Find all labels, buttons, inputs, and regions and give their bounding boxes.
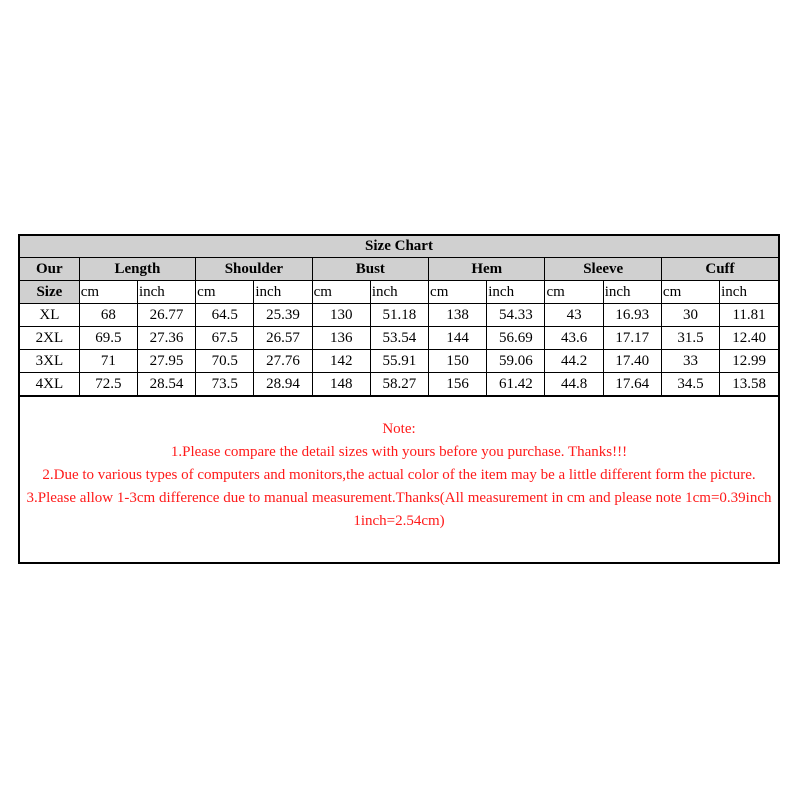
table-cell: 150 (429, 350, 487, 373)
table-cell: 64.5 (196, 304, 254, 327)
unit-header-shoulder-cm: cm (196, 281, 254, 304)
table-cell: 26.77 (137, 304, 195, 327)
table-row (20, 327, 778, 350)
table-cell: 44.8 (545, 373, 603, 396)
table-cell: 43.6 (545, 327, 603, 350)
notes-section (20, 396, 778, 562)
table-cell: 17.17 (603, 327, 661, 350)
unit-header-cuff-inch: inch (720, 281, 778, 304)
group-header-cuff: Cuff (661, 258, 778, 281)
size-header-top: Our (20, 258, 79, 281)
table-cell: 27.36 (137, 327, 195, 350)
size-table (20, 236, 778, 396)
size-label: XL (20, 304, 79, 327)
table-cell: 136 (312, 327, 370, 350)
group-header-hem: Hem (429, 258, 545, 281)
table-cell: 28.94 (254, 373, 312, 396)
table-cell: 142 (312, 350, 370, 373)
table-cell: 11.81 (720, 304, 778, 327)
table-cell: 54.33 (487, 304, 545, 327)
table-cell: 27.76 (254, 350, 312, 373)
unit-header-length-inch: inch (137, 281, 195, 304)
table-cell: 43 (545, 304, 603, 327)
table-cell: 73.5 (196, 373, 254, 396)
table-cell: 69.5 (79, 327, 137, 350)
group-header-shoulder: Shoulder (196, 258, 312, 281)
table-row (20, 373, 778, 396)
group-header-sleeve: Sleeve (545, 258, 661, 281)
table-cell: 56.69 (487, 327, 545, 350)
table-cell: 13.58 (720, 373, 778, 396)
table-cell: 70.5 (196, 350, 254, 373)
chart-title: Size Chart (20, 236, 778, 258)
table-cell: 33 (661, 350, 719, 373)
unit-header-shoulder-inch: inch (254, 281, 312, 304)
table-cell: 27.95 (137, 350, 195, 373)
note-heading: Note: (382, 421, 416, 437)
table-cell: 51.18 (370, 304, 428, 327)
size-label: 3XL (20, 350, 79, 373)
table-cell: 34.5 (661, 373, 719, 396)
size-header-bottom: Size (20, 281, 79, 304)
unit-header-bust-cm: cm (312, 281, 370, 304)
table-cell: 44.2 (545, 350, 603, 373)
table-cell: 148 (312, 373, 370, 396)
table-cell: 31.5 (661, 327, 719, 350)
group-header-bust: Bust (312, 258, 428, 281)
table-row (20, 304, 778, 327)
table-cell: 138 (429, 304, 487, 327)
unit-header-length-cm: cm (79, 281, 137, 304)
table-cell: 53.54 (370, 327, 428, 350)
table-cell: 58.27 (370, 373, 428, 396)
table-cell: 30 (661, 304, 719, 327)
table-cell: 68 (79, 304, 137, 327)
table-cell: 26.57 (254, 327, 312, 350)
unit-header-bust-inch: inch (370, 281, 428, 304)
table-cell: 59.06 (487, 350, 545, 373)
table-row (20, 350, 778, 373)
table-cell: 130 (312, 304, 370, 327)
table-cell: 17.64 (603, 373, 661, 396)
unit-header-hem-inch: inch (487, 281, 545, 304)
note-line-1: 1.Please compare the detail sizes with yours before you purchase. Thanks!!! (170, 444, 628, 460)
table-cell: 17.40 (603, 350, 661, 373)
size-chart (18, 234, 780, 564)
note-line-2: 2.Due to various types of computers and monitors,the actual color of the item may be a little different form the picture. (42, 467, 756, 483)
unit-header-cuff-cm: cm (661, 281, 719, 304)
table-cell: 12.40 (720, 327, 778, 350)
unit-header-sleeve-inch: inch (603, 281, 661, 304)
note-line-3: 3.Please allow 1-3cm difference due to manual measurement.Thanks(All measurement in cm and please note 1cm=0.39inch 1inch=2.54cm) (26, 490, 772, 529)
table-cell: 61.42 (487, 373, 545, 396)
table-cell: 67.5 (196, 327, 254, 350)
size-label: 4XL (20, 373, 79, 396)
unit-header-sleeve-cm: cm (545, 281, 603, 304)
unit-header-hem-cm: cm (429, 281, 487, 304)
table-cell: 71 (79, 350, 137, 373)
table-cell: 144 (429, 327, 487, 350)
table-cell: 12.99 (720, 350, 778, 373)
table-cell: 25.39 (254, 304, 312, 327)
table-cell: 156 (429, 373, 487, 396)
group-header-length: Length (79, 258, 195, 281)
table-cell: 16.93 (603, 304, 661, 327)
size-label: 2XL (20, 327, 79, 350)
table-cell: 28.54 (137, 373, 195, 396)
table-cell: 55.91 (370, 350, 428, 373)
table-cell: 72.5 (79, 373, 137, 396)
